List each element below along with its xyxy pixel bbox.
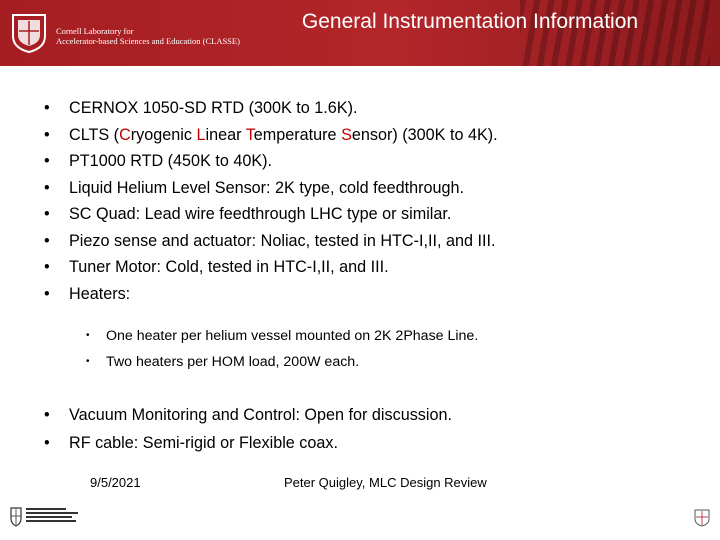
cornell-logo-icon <box>10 507 22 527</box>
bullet-icon: • <box>44 284 50 303</box>
list-item <box>44 201 498 228</box>
sub-list-item <box>86 349 478 375</box>
clts-text-3: emperature <box>253 125 342 144</box>
sub-list-item <box>86 323 478 349</box>
list-item <box>44 281 498 308</box>
lower-bullet-list <box>44 401 452 457</box>
footer-presenter: Peter Quigley, MLC Design Review <box>284 475 487 490</box>
list-item-text: CERNOX 1050-SD RTD (300K to 1.6K). <box>69 99 358 117</box>
clts-highlight-s: S <box>341 125 352 144</box>
list-item-text: Piezo sense and actuator: Noliac, tested in HTC-I,II, and III. <box>69 231 496 250</box>
list-item-text: SC Quad: Lead wire feedthrough LHC type or similar. <box>69 205 452 223</box>
bullet-icon: • <box>44 434 50 452</box>
cornell-logo-wordmark <box>26 506 80 524</box>
list-item <box>44 254 498 281</box>
sub-list-item-text: Two heaters per HOM load, 200W each. <box>106 354 360 370</box>
list-item-text: RF cable: Semi-rigid or Flexible coax. <box>69 434 338 452</box>
clts-text-2: inear <box>205 125 246 144</box>
bullet-icon: • <box>44 205 50 223</box>
list-item-text: Tuner Motor: Cold, tested in HTC-I,II, and III. <box>69 258 389 276</box>
list-item <box>44 122 498 149</box>
bullet-icon: • <box>44 406 50 424</box>
bullet-icon: • <box>44 99 50 117</box>
clts-highlight-l: L <box>196 125 206 144</box>
lab-name <box>56 26 240 46</box>
bullet-icon: • <box>44 178 50 197</box>
lab-name-line2: Accelerator-based Sciences and Education (CLASSE) <box>56 36 240 46</box>
clts-text-0: CLTS ( <box>69 125 120 144</box>
bullet-icon: • <box>44 258 50 276</box>
lab-name-line1: Cornell Laboratory for <box>56 26 134 36</box>
list-item-text: Heaters: <box>69 284 131 303</box>
clts-text-4: ensor) (300K to 4K). <box>351 125 498 144</box>
list-item <box>44 429 452 457</box>
clts-highlight-t: T <box>245 125 254 144</box>
list-item <box>44 95 498 122</box>
list-item <box>44 228 498 255</box>
slide-title: General Instrumentation Information <box>301 10 639 33</box>
clts-text-1: ryogenic <box>130 125 197 144</box>
cornell-seal-icon <box>694 509 710 527</box>
bullet-icon: • <box>86 356 90 367</box>
heater-sub-list <box>86 323 478 375</box>
bullet-icon: • <box>44 125 50 144</box>
list-item <box>44 401 452 429</box>
cornell-seal-icon <box>10 12 48 54</box>
list-item-text: PT1000 RTD (450K to 40K). <box>69 152 273 170</box>
list-item-text: Liquid Helium Level Sensor: 2K type, cold feedthrough. <box>69 178 465 197</box>
list-item <box>44 175 498 202</box>
clts-highlight-c: C <box>119 125 131 144</box>
list-item <box>44 148 498 175</box>
slide-header <box>0 0 720 66</box>
bullet-icon: • <box>44 231 50 250</box>
sub-list-item-text: One heater per helium vessel mounted on 2K 2Phase Line. <box>106 328 479 344</box>
footer-date: 9/5/2021 <box>90 475 141 490</box>
bullet-icon: • <box>86 330 90 341</box>
list-item-text: Vacuum Monitoring and Control: Open for discussion. <box>69 406 452 424</box>
bullet-icon: • <box>44 152 50 170</box>
main-bullet-list <box>44 95 498 307</box>
